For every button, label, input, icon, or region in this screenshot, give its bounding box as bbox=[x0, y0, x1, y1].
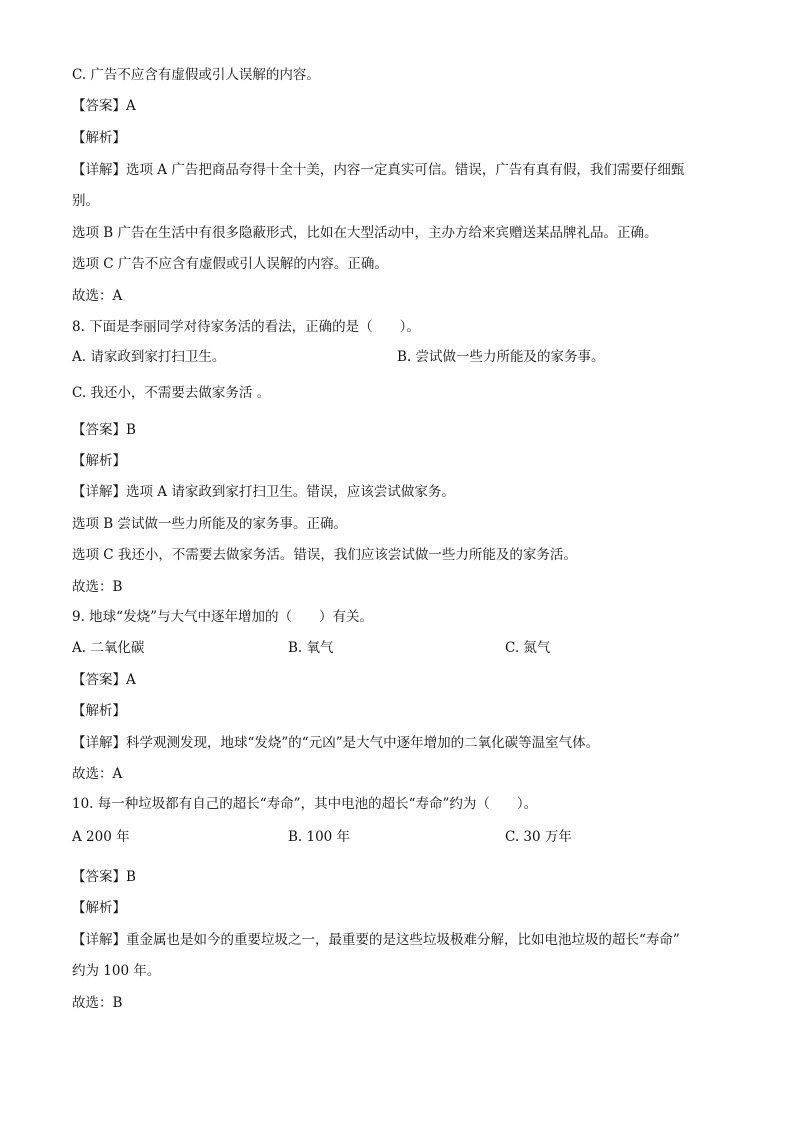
q10-detail-1: 【详解】重金属也是如今的重要垃圾之一，最重要的是这些垃圾极难分解，比如电池垃圾的超长“寿命” bbox=[72, 932, 680, 948]
q7-analysis-label: 【解析】 bbox=[72, 130, 126, 146]
q7-detail-1-cont: 别。 bbox=[72, 193, 99, 209]
q10-choice: 故选：B bbox=[72, 995, 123, 1011]
q7-choice: 故选：A bbox=[72, 288, 123, 304]
q8-question: 8. 下面是李丽同学对待家务活的看法，正确的是（ ）。 bbox=[72, 319, 420, 335]
q10-option-c: C. 30 万年 bbox=[505, 829, 572, 845]
q9-option-c: C. 氮气 bbox=[505, 640, 551, 656]
q9-analysis-label: 【解析】 bbox=[72, 703, 126, 719]
q8-option-a: A. 请家政到家打扫卫生。 bbox=[72, 349, 226, 365]
q9-question: 9. 地球“发烧”与大气中逐年增加的（ ）有关。 bbox=[72, 609, 373, 625]
q10-question: 10. 每一种垃圾都有自己的超长“寿命”，其中电池的超长“寿命”约为（ ）。 bbox=[72, 796, 538, 812]
q8-detail-2: 选项 B 尝试做一些力所能及的家务事。正确。 bbox=[72, 516, 348, 532]
q10-option-b: B. 100 年 bbox=[288, 829, 351, 845]
q10-analysis-label: 【解析】 bbox=[72, 900, 126, 916]
q8-answer: 【答案】B bbox=[72, 422, 136, 438]
q8-choice: 故选：B bbox=[72, 579, 123, 595]
q8-analysis-label: 【解析】 bbox=[72, 453, 126, 469]
q7-detail-1: 【详解】选项 A 广告把商品夸得十全十美，内容一定真实可信。错误，广告有真有假，我们需要仔细甄 bbox=[72, 162, 685, 178]
q9-option-a: A. 二氧化碳 bbox=[72, 640, 145, 656]
q9-answer: 【答案】A bbox=[72, 672, 136, 688]
q8-detail-1: 【详解】选项 A 请家政到家打扫卫生。错误，应该尝试做家务。 bbox=[72, 484, 455, 500]
q10-option-a: A 200 年 bbox=[72, 829, 130, 845]
q9-choice: 故选：A bbox=[72, 766, 123, 782]
q8-option-c: C. 我还小，不需要去做家务活 。 bbox=[72, 385, 271, 401]
q10-answer: 【答案】B bbox=[72, 869, 136, 885]
q7-option-c: C. 广告不应含有虚假或引人误解的内容。 bbox=[72, 67, 320, 83]
q7-answer: 【答案】A bbox=[72, 98, 136, 114]
q7-detail-2: 选项 B 广告在生活中有很多隐蔽形式，比如在大型活动中，主办方给来宾赠送某品牌礼品。正确。 bbox=[72, 225, 658, 241]
q7-detail-3: 选项 C 广告不应含有虚假或引人误解的内容。正确。 bbox=[72, 256, 388, 272]
q10-detail-1-cont: 约为 100 年。 bbox=[72, 963, 161, 979]
q8-option-b: B. 尝试做一些力所能及的家务事。 bbox=[397, 349, 605, 365]
q9-option-b: B. 氧气 bbox=[288, 640, 334, 656]
q9-detail-1: 【详解】科学观测发现，地球“发烧”的“元凶”是大气中逐年增加的二氧化碳等温室气体。 bbox=[72, 735, 600, 751]
q8-detail-3: 选项 C 我还小，不需要去做家务活。错误，我们应该尝试做一些力所能及的家务活。 bbox=[72, 547, 577, 563]
